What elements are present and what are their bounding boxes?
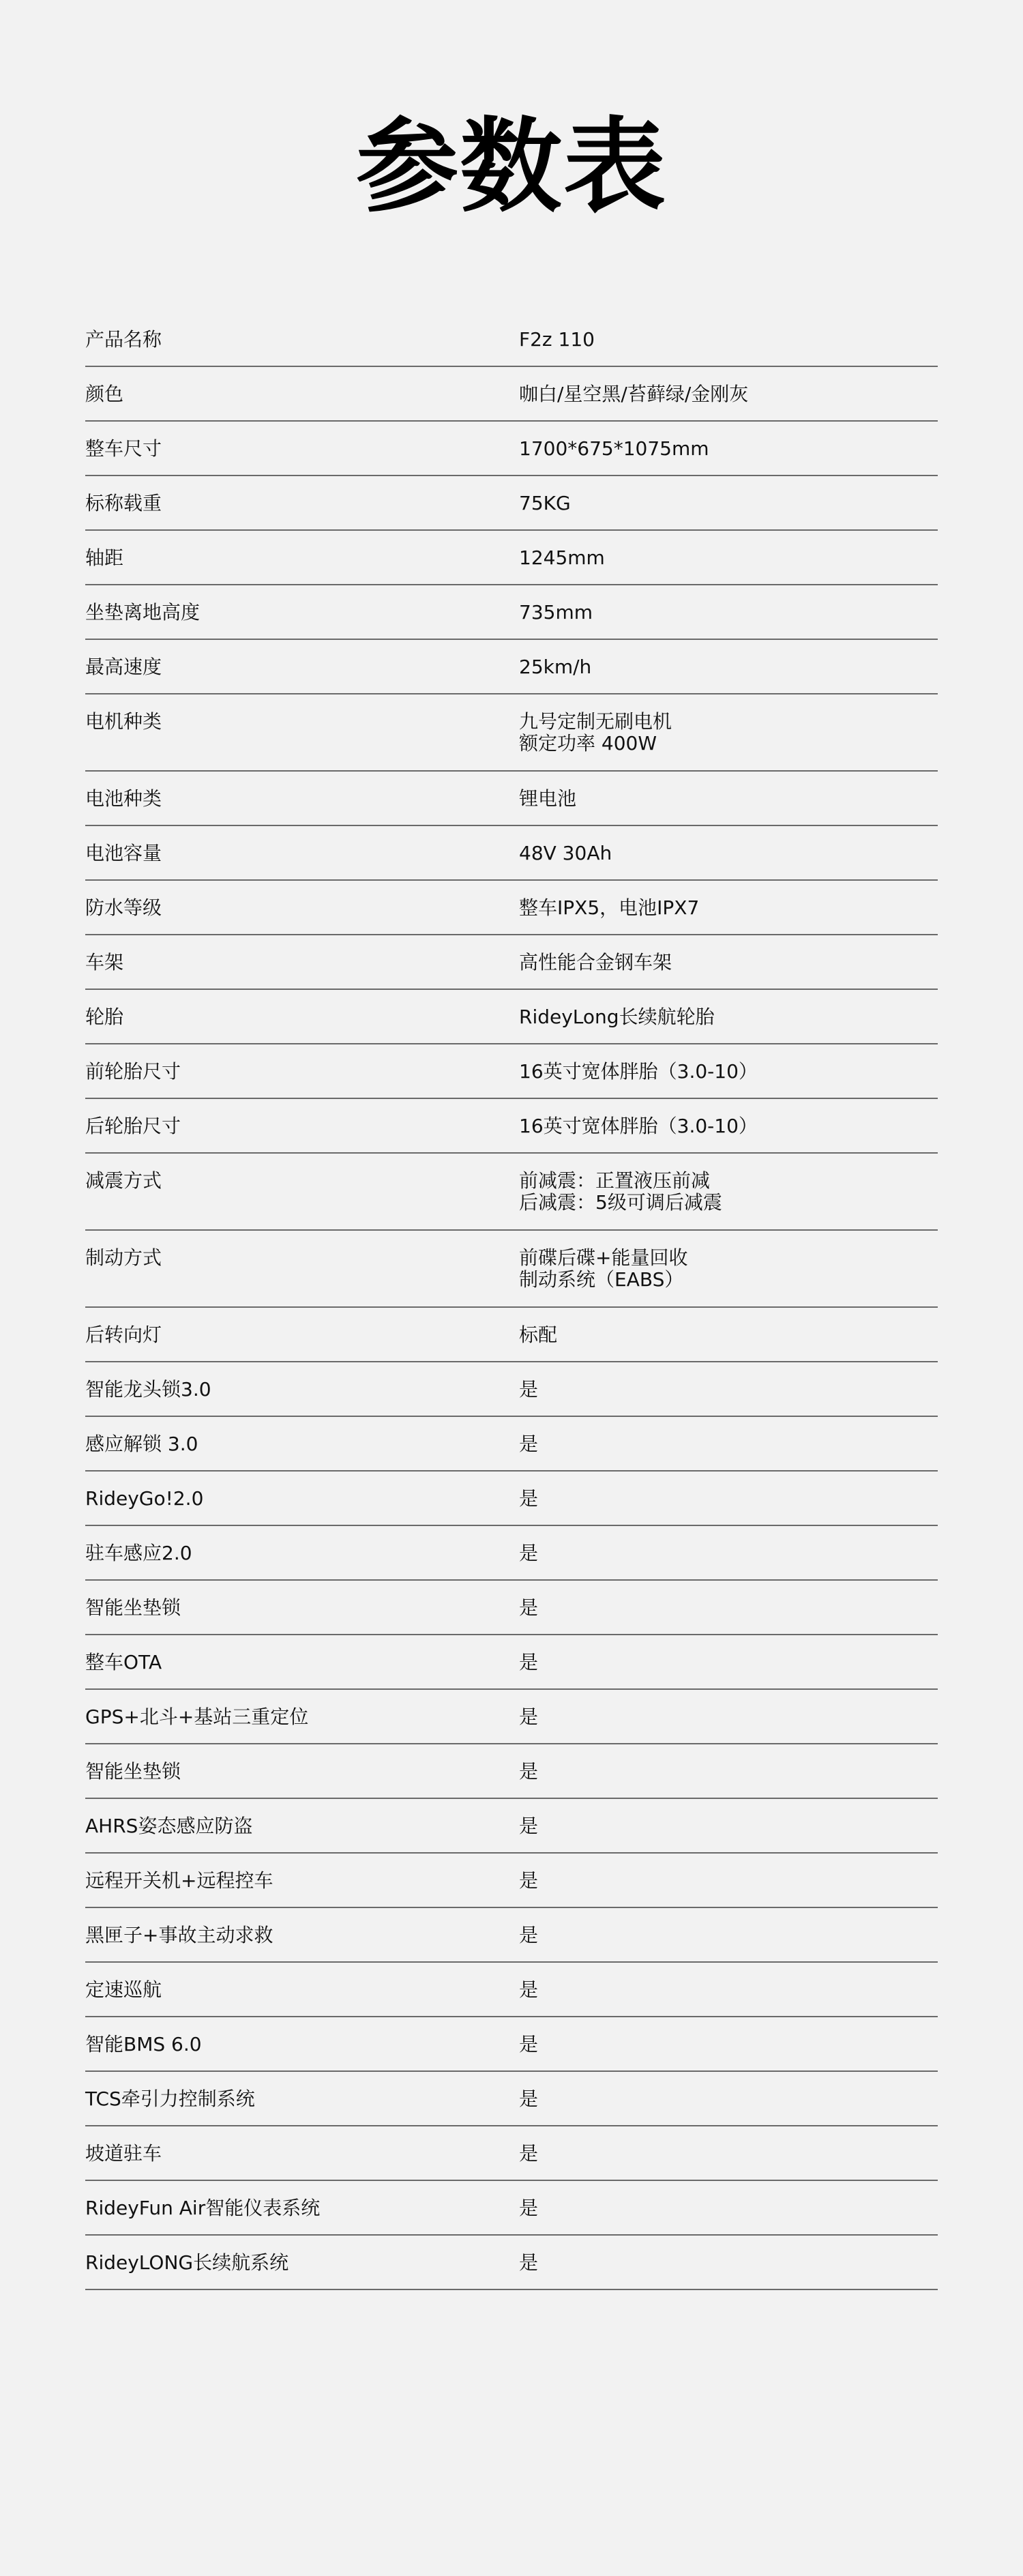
spec-row (85, 422, 938, 476)
spec-value (519, 772, 938, 825)
spec-value-line: 1700*675*1075mm (519, 437, 709, 460)
page-title: 参数表 (355, 108, 667, 226)
spec-value (519, 1099, 938, 1152)
spec-value (519, 935, 938, 989)
spec-value (519, 1154, 938, 1229)
spec-value-line: 整车IPX5，电池IPX7 (519, 896, 700, 919)
spec-value (519, 640, 938, 693)
spec-label: 智能BMS 6.0 (85, 2033, 202, 2055)
spec-value (519, 1417, 938, 1470)
spec-value-line: 是 (519, 1815, 539, 1837)
spec-row (85, 476, 938, 531)
spec-label: 轴距 (85, 546, 124, 569)
spec-value-line: 是 (519, 2251, 539, 2274)
spec-label: 整车OTA (85, 1651, 162, 1673)
spec-value (519, 1472, 938, 1525)
spec-row (85, 990, 938, 1044)
spec-row (85, 935, 938, 990)
spec-row (85, 772, 938, 826)
spec-label: 电池容量 (85, 842, 162, 864)
spec-row (85, 585, 938, 640)
spec-label: 车架 (85, 951, 124, 974)
spec-value-line: 制动系统（EABS） (519, 1268, 684, 1291)
spec-row (85, 1963, 938, 2017)
spec-value-line: 735mm (519, 601, 593, 624)
spec-value-line: 是 (519, 1651, 539, 1673)
spec-label: RideyLONG长续航系统 (85, 2251, 289, 2274)
spec-value (519, 2072, 938, 2125)
spec-row (85, 1526, 938, 1581)
spec-row (85, 1581, 938, 1635)
spec-value-line: 是 (519, 2197, 539, 2219)
spec-value (519, 1362, 938, 1416)
spec-row (85, 1854, 938, 1908)
spec-value (519, 826, 938, 879)
spec-label: 电池种类 (85, 787, 162, 810)
spec-value-line: 是 (519, 2033, 539, 2055)
spec-value-line: 高性能合金钢车架 (519, 951, 672, 974)
spec-value (519, 881, 938, 934)
spec-label: 黑匣子+事故主动求救 (85, 1924, 273, 1946)
spec-value (519, 367, 938, 420)
spec-label: 智能坐垫锁 (85, 1760, 181, 1783)
spec-value-line: 咖白/星空黑/苔藓绿/金刚灰 (519, 383, 749, 405)
spec-value-line: 前减震：正置液压前减 (519, 1169, 711, 1192)
spec-label: 产品名称 (85, 328, 162, 351)
spec-value (519, 2126, 938, 2180)
spec-value-line: RideyLong长续航轮胎 (519, 1006, 715, 1028)
spec-value (519, 422, 938, 475)
spec-value-line: 16英寸宽体胖胎（3.0-10） (519, 1060, 758, 1083)
spec-value (519, 1908, 938, 1961)
spec-label: 后转向灯 (85, 1323, 162, 1346)
spec-value-line: 前碟后碟+能量回收 (519, 1246, 688, 1269)
spec-label: 坐垫离地高度 (85, 601, 201, 624)
spec-row (85, 1308, 938, 1362)
spec-row (85, 640, 938, 694)
spec-label: 智能坐垫锁 (85, 1596, 181, 1619)
spec-value-line: 标配 (519, 1323, 558, 1346)
spec-row (85, 1908, 938, 1963)
spec-value (519, 1690, 938, 1743)
spec-row (85, 1362, 938, 1417)
spec-value-line: 75KG (519, 492, 571, 514)
spec-value-line: 16英寸宽体胖胎（3.0-10） (519, 1115, 758, 1137)
spec-label: GPS+北斗+基站三重定位 (85, 1706, 309, 1728)
spec-value-line: 额定功率 400W (519, 732, 657, 755)
spec-value-line: 25km/h (519, 656, 592, 678)
spec-label: 轮胎 (85, 1006, 124, 1028)
spec-label: RideyGo!2.0 (85, 1487, 204, 1510)
spec-row (85, 1799, 938, 1854)
spec-row (85, 1154, 938, 1231)
spec-value (519, 1526, 938, 1579)
spec-value-line: 是 (519, 1433, 539, 1455)
spec-label: 减震方式 (85, 1169, 162, 1192)
spec-value (519, 694, 938, 770)
spec-value-line: 48V 30Ah (519, 842, 612, 864)
spec-label: 前轮胎尺寸 (85, 1060, 181, 1083)
spec-value-line: 后减震：5级可调后减震 (519, 1191, 722, 1214)
spec-value (519, 1308, 938, 1361)
spec-row (85, 1099, 938, 1154)
spec-label: 制动方式 (85, 1246, 162, 1269)
spec-value-line: 是 (519, 1869, 539, 1892)
spec-value (519, 2181, 938, 2234)
spec-value-line: 是 (519, 1596, 539, 1619)
spec-row (85, 2017, 938, 2072)
spec-value (519, 476, 938, 529)
spec-row (85, 1635, 938, 1690)
spec-label: 标称载重 (85, 492, 162, 514)
spec-value (519, 1744, 938, 1798)
spec-label: 后轮胎尺寸 (85, 1115, 181, 1137)
spec-value-line: 是 (519, 2142, 539, 2165)
spec-row (85, 531, 938, 585)
spec-label: 颜色 (85, 383, 124, 405)
spec-label: 坡道驻车 (85, 2142, 162, 2165)
spec-value-line: 是 (519, 2088, 539, 2110)
spec-row (85, 1472, 938, 1526)
spec-label: 远程开关机+远程控车 (85, 1869, 273, 1892)
spec-value-line: 是 (519, 1542, 539, 1564)
spec-label: 定速巡航 (85, 1978, 162, 2001)
spec-value (519, 312, 938, 366)
spec-label: RideyFun Air智能仪表系统 (85, 2197, 321, 2219)
spec-row (85, 2181, 938, 2236)
spec-row (85, 1744, 938, 1799)
spec-value (519, 2017, 938, 2070)
spec-value-line: 是 (519, 1487, 539, 1510)
spec-label: 最高速度 (85, 656, 162, 678)
spec-label: 智能龙头锁3.0 (85, 1378, 211, 1401)
spec-label: AHRS姿态感应防盗 (85, 1815, 253, 1837)
spec-row (85, 694, 938, 772)
spec-row (85, 1231, 938, 1308)
spec-value (519, 1854, 938, 1907)
spec-value (519, 531, 938, 584)
spec-value (519, 990, 938, 1043)
spec-value (519, 1581, 938, 1634)
spec-row (85, 881, 938, 935)
spec-value-line: 锂电池 (519, 787, 577, 810)
spec-value (519, 2236, 938, 2289)
spec-label: 驻车感应2.0 (85, 1542, 192, 1564)
spec-value-line: 是 (519, 1378, 539, 1401)
spec-value (519, 1635, 938, 1688)
spec-row (85, 826, 938, 881)
spec-value-line: F2z 110 (519, 328, 595, 351)
spec-value-line: 是 (519, 1978, 539, 2001)
spec-row (85, 1690, 938, 1744)
spec-row (85, 367, 938, 422)
spec-row (85, 2072, 938, 2126)
spec-row (85, 2236, 938, 2290)
spec-label: 防水等级 (85, 896, 162, 919)
spec-value-line: 是 (519, 1760, 539, 1783)
spec-value-line: 是 (519, 1924, 539, 1946)
spec-label: 电机种类 (85, 710, 162, 733)
spec-value-line: 九号定制无刷电机 (519, 710, 672, 733)
spec-value (519, 1231, 938, 1306)
spec-value (519, 585, 938, 639)
spec-row (85, 1417, 938, 1472)
spec-table (85, 312, 938, 2290)
spec-value-line: 1245mm (519, 546, 605, 569)
spec-value (519, 1799, 938, 1852)
spec-row (85, 1044, 938, 1099)
spec-row (85, 312, 938, 367)
spec-value (519, 1044, 938, 1098)
spec-value-line: 是 (519, 1706, 539, 1728)
spec-row (85, 2126, 938, 2181)
spec-label: 感应解锁 3.0 (85, 1433, 198, 1455)
spec-label: TCS牵引力控制系统 (85, 2088, 255, 2110)
spec-value (519, 1963, 938, 2016)
spec-label: 整车尺寸 (85, 437, 162, 460)
